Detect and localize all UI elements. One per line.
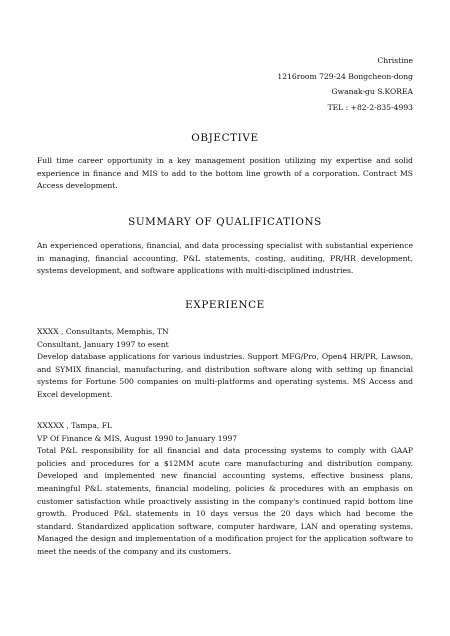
contact-block [193,53,413,115]
objective-text: Full time career opportunity in a key management position utilizing my expertise and solid experience in finance and MIS to add to the bottom line growth of a corporation. Contract MS Access development. [37,156,413,191]
job-company: XXXX , Consultants, Memphis, TN [37,327,169,336]
job-title: Consultant, January 1997 to esent [37,339,169,349]
job-title: VP Of Finance & MIS, August 1990 to January 1997 [37,433,238,443]
job-entry-tampa [37,420,413,559]
summary-text: An experienced operations, financial, and data processing specialist with substantial experience in managing, financial accounting, P&L statements, costing, auditing, PR/HR development, systems development, and software applications with multi-disciplined industries. [37,241,413,276]
job-entry-consultants [37,326,413,402]
job-description: Develop database applications for various industries. Support MFG/Pro, Open4 HR/PR, Lawson, and SYMIX financial, manufacturing, and distribution software along with setting up financial systems for Fortune 500 companies on multi-platforms and operating systems. MS Access and Excel development. [37,352,413,399]
contact-phone: TEL : +82-2-835-4993 [327,102,413,112]
job-company: XXXXX , Tampa, FL [37,421,113,430]
contact-name: Christine [377,56,413,65]
summary-heading: SUMMARY OF QUALIFICATIONS [128,216,322,228]
job-description: Total P&L responsibility for all financial and data processing systems to comply with GAAP policies and procedures for a $12MM acute care manufacturing and distribution company. Developed and implemented new financial accounting systems, effective business plans, meaningful P&L statements, financial modeling, policies & procedures with an emphasis on customer satisfaction while proactively assisting in the company's continued rapid bottom line growth. Produced P&L statements in 10 days versus the 20 days which had become the standard. Standardized application software, computer hardware, LAN and operating systems. Managed the design and implementation of a modification project for the application software to meet the needs of the company and its customers. [37,446,413,556]
experience-heading: EXPERIENCE [185,299,265,311]
contact-address-line1: 1216room 729-24 Bongcheon-dong [277,71,413,81]
objective-heading: OBJECTIVE [191,132,259,144]
contact-address-line2: Gwanak-gu S.KOREA [331,87,413,96]
